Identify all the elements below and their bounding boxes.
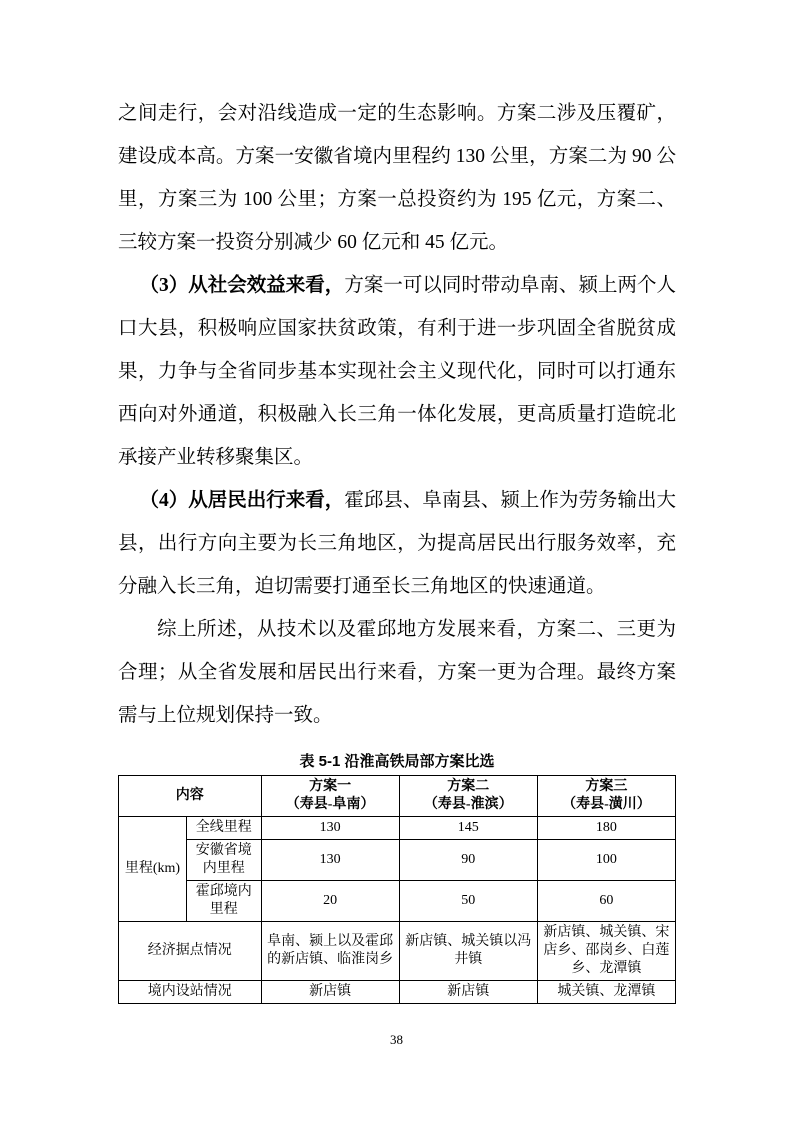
table-row-total-mileage bbox=[119, 817, 676, 840]
header-plan2 bbox=[399, 776, 537, 817]
cell-value: 新店镇、城关镇、宋店乡、邵岗乡、白莲乡、龙潭镇 bbox=[537, 922, 675, 981]
cell-value: 新店镇 bbox=[399, 981, 537, 1004]
paragraph-text: 方案一可以同时带动阜南、颍上两个人口大县，积极响应国家扶贫政策，有利于进一步巩固全省脱贫成果，力争与全省同步基本实现社会主义现代化，同时可以打通东西向对外通道，积极融入长三角一体化发展，更高质量打造皖北承接产业转移聚集区。 bbox=[118, 275, 676, 468]
header-plan2-name: 方案二 bbox=[447, 779, 490, 794]
cell-value: 130 bbox=[261, 840, 399, 881]
header-plan3-route: （寿县-潢川） bbox=[562, 797, 651, 812]
page-number: 38 bbox=[390, 1032, 403, 1047]
header-plan1-route: （寿县-阜南） bbox=[285, 797, 375, 812]
header-plan3 bbox=[537, 776, 675, 817]
cell-value: 20 bbox=[261, 881, 399, 922]
cell-mileage-label: 全线里程 bbox=[186, 817, 261, 840]
paragraph-text: 霍邱县、阜南县、颍上作为劳务输出大县，出行方向主要为长三角地区，为提高居民出行服务效率，充分融入长三角，迫切需要打通至长三角地区的快速通道。 bbox=[118, 490, 676, 597]
cell-mileage-group: 里程(km) bbox=[119, 817, 187, 922]
paragraph-bold-lead: （4）从居民出行来看， bbox=[139, 490, 345, 511]
paragraph-conclusion bbox=[118, 608, 676, 737]
header-plan1 bbox=[261, 776, 399, 817]
cell-value: 100 bbox=[537, 840, 675, 881]
cell-economic-label: 经济据点情况 bbox=[119, 922, 262, 981]
paragraph-text: 综上所述，从技术以及霍邱地方发展来看，方案二、三更为合理；从全省发展和居民出行来看，方案一更为合理。最终方案需与上位规划保持一致。 bbox=[118, 619, 676, 726]
plan-comparison-table bbox=[118, 775, 676, 1004]
header-plan3-name: 方案三 bbox=[585, 779, 628, 794]
table-row-anhui-mileage bbox=[119, 840, 676, 881]
cell-value: 新店镇 bbox=[261, 981, 399, 1004]
cell-stations-label: 境内设站情况 bbox=[119, 981, 262, 1004]
table-header-row bbox=[119, 776, 676, 817]
cell-mileage-label: 霍邱境内里程 bbox=[186, 881, 261, 922]
table-row-huoqiu-mileage bbox=[119, 881, 676, 922]
cell-value: 130 bbox=[261, 817, 399, 840]
cell-value: 90 bbox=[399, 840, 537, 881]
table-row-stations bbox=[119, 981, 676, 1004]
cell-value: 50 bbox=[399, 881, 537, 922]
header-plan1-name: 方案一 bbox=[309, 779, 352, 794]
cell-value: 60 bbox=[537, 881, 675, 922]
cell-value: 城关镇、龙潭镇 bbox=[537, 981, 675, 1004]
cell-value: 新店镇、城关镇以冯井镇 bbox=[399, 922, 537, 981]
cell-value: 阜南、颍上以及霍邱的新店镇、临淮岗乡 bbox=[261, 922, 399, 981]
paragraph-social-benefit bbox=[118, 264, 676, 479]
cell-mileage-label: 安徽省境内里程 bbox=[186, 840, 261, 881]
table-caption: 表 5-1 沿淮高铁局部方案比选 bbox=[299, 753, 495, 770]
paragraph-text: 之间走行，会对沿线造成一定的生态影响。方案二涉及压覆矿，建设成本高。方案一安徽省境内里程约 130 公里，方案二为 90 公里，方案三为 100 公里；方案一总投资约为 195 亿元，方案二、三较方案一投资分别减少 60 亿元和 45 亿元。 bbox=[118, 103, 676, 253]
paragraph-bold-lead: （3）从社会效益来看， bbox=[139, 275, 345, 296]
paragraph-continuation bbox=[118, 92, 676, 264]
header-content: 内容 bbox=[119, 776, 262, 817]
cell-value: 180 bbox=[537, 817, 675, 840]
paragraph-resident-travel bbox=[118, 479, 676, 608]
cell-value: 145 bbox=[399, 817, 537, 840]
header-plan2-route: （寿县-淮滨） bbox=[423, 797, 513, 812]
table-row-economic bbox=[119, 922, 676, 981]
